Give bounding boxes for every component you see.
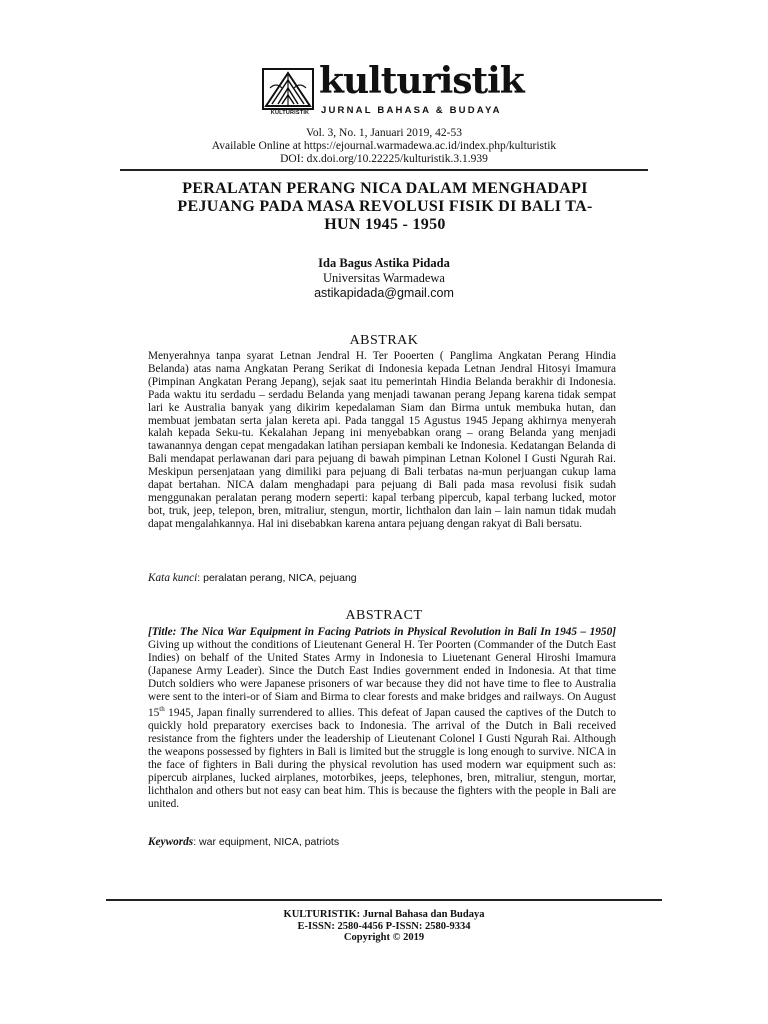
abstrak-keywords — [148, 572, 616, 585]
author-block — [0, 256, 768, 301]
page-footer — [0, 909, 768, 944]
author-email[interactable]: astikapidada@gmail.com — [314, 286, 454, 300]
footer-divider — [106, 899, 662, 901]
abstract-body-part: Giving up without the conditions of Lieutenant General H. Ter Poorten (Commander of the Dutch East Indies) on behalf of the United States Army in Indonesia to Liuetenant General Hiroshi Imamura (Japanese Army Leader). Since the Dutch East Indies government ended in Indonesia. At that time Dutch soldiers who were Japanese prisoners of war because they did not have time to flee to Australia were sent to the interi-or of Siam and Birma to clear forests and make bridges and railways. On August 15 — [148, 638, 616, 720]
doi-link[interactable]: DOI: dx.doi.org/10.22225/kulturistik.3.1.939 — [280, 153, 488, 165]
journal-masthead — [262, 60, 524, 124]
title-line: PERALATAN PERANG NICA DALAM MENGHADAPI — [182, 180, 588, 197]
publication-info — [0, 127, 768, 166]
abstract-keywords — [148, 836, 616, 849]
abstract-text — [148, 626, 616, 810]
footer-issn: E-ISSN: 2580-4456 P-ISSN: 2580-9334 — [297, 920, 471, 932]
abstract-title-en: [Title: The Nica War Equipment in Facing Patriots in Physical Revolution in Bali In 1945 – 1950] — [148, 626, 616, 638]
ordinal-superscript: th — [159, 705, 165, 714]
abstrak-heading: ABSTRAK — [349, 333, 419, 348]
article-title — [140, 180, 630, 234]
abstract-heading: ABSTRACT — [345, 608, 423, 623]
journal-logo-wordmark: kulturistik — [319, 60, 524, 102]
author-name: Ida Bagus Astika Pidada — [318, 256, 450, 270]
keywords-label: Keywords — [148, 836, 194, 848]
volume-info: Vol. 3, No. 1, Januari 2019, 42-53 — [306, 127, 462, 139]
title-line: PEJUANG PADA MASA REVOLUSI FISIK DI BALI TA- — [177, 198, 593, 215]
journal-logo-icon — [262, 68, 314, 116]
online-url[interactable]: Available Online at https://ejournal.warmadewa.ac.id/index.php/kulturistik — [211, 140, 557, 152]
journal-subtitle: JURNAL BAHASA & BUDAYA — [321, 105, 502, 116]
abstract-body-part: 1945, Japan finally surrendered to allies. This defeat of Japan caused the captives of the Dutch to quickly hold preparatory exercises back to Indonesia. The arrival of the Dutch in Bali received resistance from the fighters under the leadership of Lieutenant Colonel I Gusti Ngurah Rai. Although the weapons possessed by fighters in Bali is limited but the struggle is long enough to survive. NICA in the face of fighters in Bali during the physical revolution has used modern war equipment such as: pipercub airplanes, lucked airplanes, motorbikes, jeeps, telephones, bren, mitraliur, stengun, mortar, lichthalon and others but not easy can beat him. This is because the fighters with the people in Bali are united. — [148, 707, 616, 810]
keywords-label: Kata kunci — [148, 572, 198, 584]
title-line: HUN 1945 - 1950 — [324, 216, 446, 233]
footer-journal: KULTURISTIK: Jurnal Bahasa dan Budaya — [283, 909, 485, 920]
keywords-value: : war equipment, NICA, patriots — [193, 836, 340, 848]
author-affiliation: Universitas Warmadewa — [323, 271, 445, 285]
footer-copyright: Copyright © 2019 — [343, 932, 425, 943]
header-divider — [120, 169, 648, 171]
keywords-value: : peralatan perang, NICA, pejuang — [197, 572, 357, 584]
logo-caption: KULTURISTIK — [270, 110, 310, 116]
abstrak-text: Menyerahnya tanpa syarat Letnan Jendral H. Ter Pooerten ( Panglima Angkatan Perang Hindia Belanda) atas nama Angkatan Perang Serikat di Indonesia kepada Letnan Jendral Hitosyi Imamura (Pimpinan Angkatan Perang Jepang), sejak saat itu pemerintah Hindia Belanda berakhir di Indonesia. Pada waktu itu serdadu – serdadu Belanda yang menjadi tawanan perang Jepang karena tidak sempat lari ke Australia banyak yang dikirim kepedalaman Siam dan Birma untuk membuka hutan, dan membuat jembatan serta jalan kereta api. Pada tanggal 15 Agustus 1945 Jepang akhirnya menyerah kalah kepada Seku-tu. Kekalahan Jepang ini menyebabkan orang – orang Belanda yang menjadi tawanannya dengan cepat mengadakan latihan persiapan kembali ke Indonesia. Kedatangan Belanda di Bali mendapat perlawanan dari para pejuang di bawah pimpinan Letnan Kolonel I Gusti Ngurah Rai. Meskipun persenjataan yang dimiliki para pejuang di Bali terbatas na-mun perjuangan cukup lama dapat bertahan. NICA dalam menghadapi para pejuang di Bali pada masa revolusi fisik sudah menggunakan peralatan perang modern seperti: kapal terbang pipercub, kapal terbang lucked, motor bot, truk, jeep, telepon, bren, mitraliur, stengun, mortir, lichthalon dan lain – lain namun tidak mudah dapat mengalahkannya. Hal ini disebabkan karena antara pejuang dengan rakyat di Bali bersatu. — [148, 350, 616, 530]
